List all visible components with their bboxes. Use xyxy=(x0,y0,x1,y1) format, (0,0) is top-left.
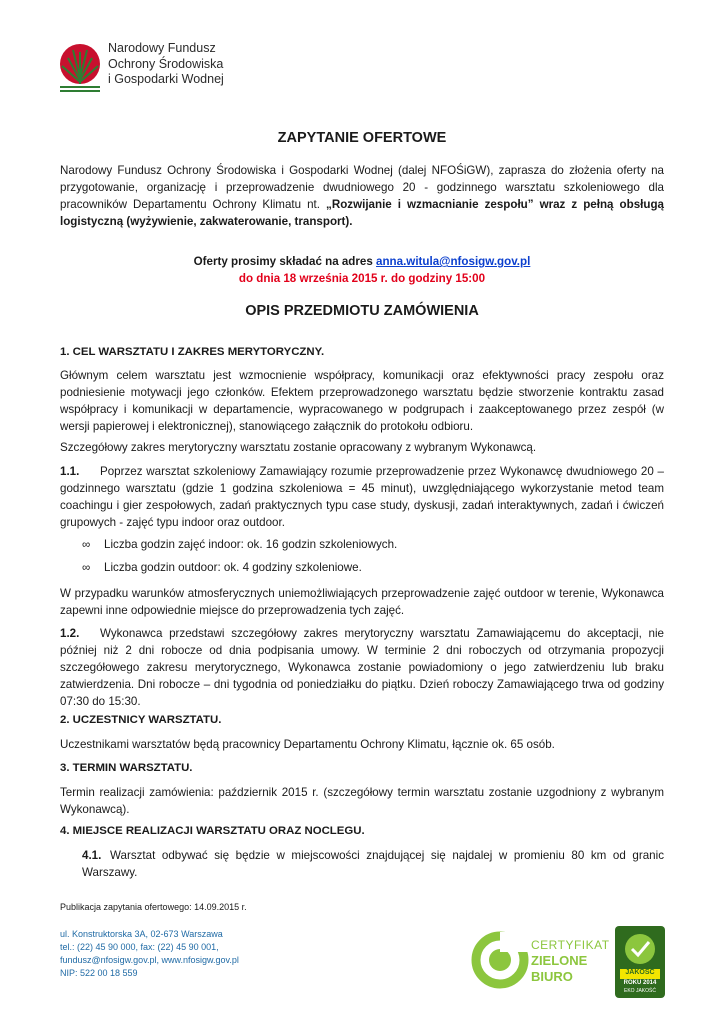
section-1-1-number: 1.1. xyxy=(60,465,80,478)
cert-line3: BIURO xyxy=(531,969,573,984)
quality-badge xyxy=(614,925,666,999)
intro-text: Narodowy Fundusz Ochrony Środowiska i Gospodarki Wodnej (dalej NFOŚiGW), zaprasza do złożenia oferty na przygotowanie, organizację i przeprowadzenie dwudniowego 20 - godzinnego warsztatu szkoleniowego dla pracowników Departamentu Ochrony Klimatu nt. xyxy=(60,164,664,211)
section-4-1 xyxy=(82,847,664,881)
intro-paragraph xyxy=(60,162,664,230)
bullet-indoor xyxy=(82,538,397,551)
badge-line3: EKO JAKOŚĆ xyxy=(624,988,656,994)
badge-line1: JAKOŚĆ xyxy=(625,969,655,976)
section-4-heading: 4. MIEJSCE REALIZACJI WARSZTATU ORAZ NOCLEGU. xyxy=(60,825,365,837)
footer-address xyxy=(60,928,239,980)
section-subtitle: OPIS PRZEDMIOTU ZAMÓWIENIA xyxy=(245,303,479,319)
section-1-weather: W przypadku warunków atmosferycznych uniemożliwiających przeprowadzenie zajęć outdoor w terenie, Wykonawca zapewni inne odpowiednie miejsce do przeprowadzenia tych zajęć. xyxy=(60,587,664,617)
section-3-paragraph: Termin realizacji zamówienia: październik 2015 r. (szczegółowy termin warsztatu zostanie uzgodniony z wybranym Wykonawcą). xyxy=(60,786,664,816)
footer-email-web[interactable]: fundusz@nfosigw.gov.pl, www.nfosigw.gov.pl xyxy=(60,955,239,965)
logo-line3: i Gospodarki Wodnej xyxy=(108,72,224,86)
offer-prefix: Oferty prosimy składać na adres xyxy=(193,255,377,268)
footer-phone: tel.: (22) 45 90 000, fax: (22) 45 90 001, xyxy=(60,942,219,952)
infinity-bullet-icon: ∞ xyxy=(82,538,91,551)
offer-line xyxy=(60,253,664,270)
section-1-scope: Szczegółowy zakres merytoryczny warsztatu zostanie opracowany z wybranym Wykonawcą. xyxy=(60,441,537,454)
section-2-heading: 2. UCZESTNICY WARSZTATU. xyxy=(60,714,222,726)
certificate-text xyxy=(531,937,610,985)
bullet-outdoor-text: Liczba godzin outdoor: ok. 4 godziny szkoleniowe. xyxy=(104,561,362,574)
infinity-bullet-icon: ∞ xyxy=(82,561,91,574)
offer-deadline: do dnia 18 września 2015 r. do godziny 15:00 xyxy=(238,272,486,285)
bullet-outdoor xyxy=(82,561,362,574)
logo-text xyxy=(108,41,224,88)
section-1-paragraph: Głównym celem warsztatu jest wzmocnienie współpracy, komunikacji oraz efektywności pracy zespołu oraz podniesienie motywacji jego członków. Efektem przeprowadzonego warsztatu będzie stworzenie kontraktu zasad współpracy i komunikacji w departamencie, wypracowanego w podgrupach i zaakceptowanego przez zespół (w wersji papierowej i elektronicznej), stanowiącego załącznik do protokołu odbioru. xyxy=(60,369,664,433)
section-1-heading: 1. CEL WARSZTATU I ZAKRES MERYTORYCZNY. xyxy=(60,346,325,358)
badge-line2: ROKU 2014 xyxy=(623,980,657,986)
cert-line1: CERTYFIKAT xyxy=(531,938,610,952)
section-1-1-text: Poprzez warsztat szkoleniowy Zamawiający rozumie przeprowadzenie przez Wykonawcę dwudniowego 20 – godzinnego warsztatu (gdzie 1 godzina szkoleniowa = 45 minut), uwzględniającego wykorzystanie metod team coachingu i gier zespołowych, zadań praktycznych typu case study, dyskusji, zadań interaktywnych, zadań i ćwiczeń grupowych - zajęć typu indoor oraz outdoor. xyxy=(60,465,664,529)
section-3-heading: 3. TERMIN WARSZTATU. xyxy=(60,762,193,774)
logo-line2: Ochrony Środowiska xyxy=(108,56,224,71)
section-1-2-number: 1.2. xyxy=(60,627,80,640)
section-2-paragraph: Uczestnikami warsztatów będą pracownicy Departamentu Ochrony Klimatu, łącznie ok. 65 osób. xyxy=(60,738,555,751)
section-1-1 xyxy=(60,463,664,531)
intro-bold: „Rozwijanie i wzmacnianie zespołu” wraz z pełną obsługą logistyczną (wyżywienie, zakwaterowanie, transport). xyxy=(60,198,664,228)
offer-email-link[interactable]: anna.witula@nfosigw.gov.pl xyxy=(376,255,531,268)
section-1-2 xyxy=(60,625,664,710)
document-title: ZAPYTANIE OFERTOWE xyxy=(277,130,447,146)
section-4-1-number: 4.1. xyxy=(82,849,102,862)
section-4-1-text: Warsztat odbywać się będzie w miejscowości znajdującej się najdalej w promieniu 80 km od granic Warszawy. xyxy=(82,849,664,879)
cert-line2: ZIELONE xyxy=(531,953,588,968)
footer-street: ul. Konstruktorska 3A, 02-673 Warszawa xyxy=(60,929,223,939)
publication-date: Publikacja zapytania ofertowego: 14.09.2015 r. xyxy=(60,902,247,912)
bullet-indoor-text: Liczba godzin zajęć indoor: ok. 16 godzin szkoleniowych. xyxy=(104,538,398,551)
section-1-2-text: Wykonawca przedstawi szczegółowy zakres merytoryczny warsztatu Zamawiającemu do akceptacji, nie później niż 2 dni robocze od dnia podpisania umowy. W terminie 2 dni roboczych od otrzymania propozycji szczegółowego zakresu merytorycznego, Wykonawca zostanie powiadomiony o jego zatwierdzeniu lub braku zatwierdzenia. Dni robocze – dni tygodnia od poniedziałku do piątku. Dzień roboczy Zamawiającego trwa od godziny 07:30 do 15:30. xyxy=(60,627,664,708)
logo-line1: Narodowy Fundusz xyxy=(108,41,216,55)
footer-nip: NIP: 522 00 18 559 xyxy=(60,968,138,978)
